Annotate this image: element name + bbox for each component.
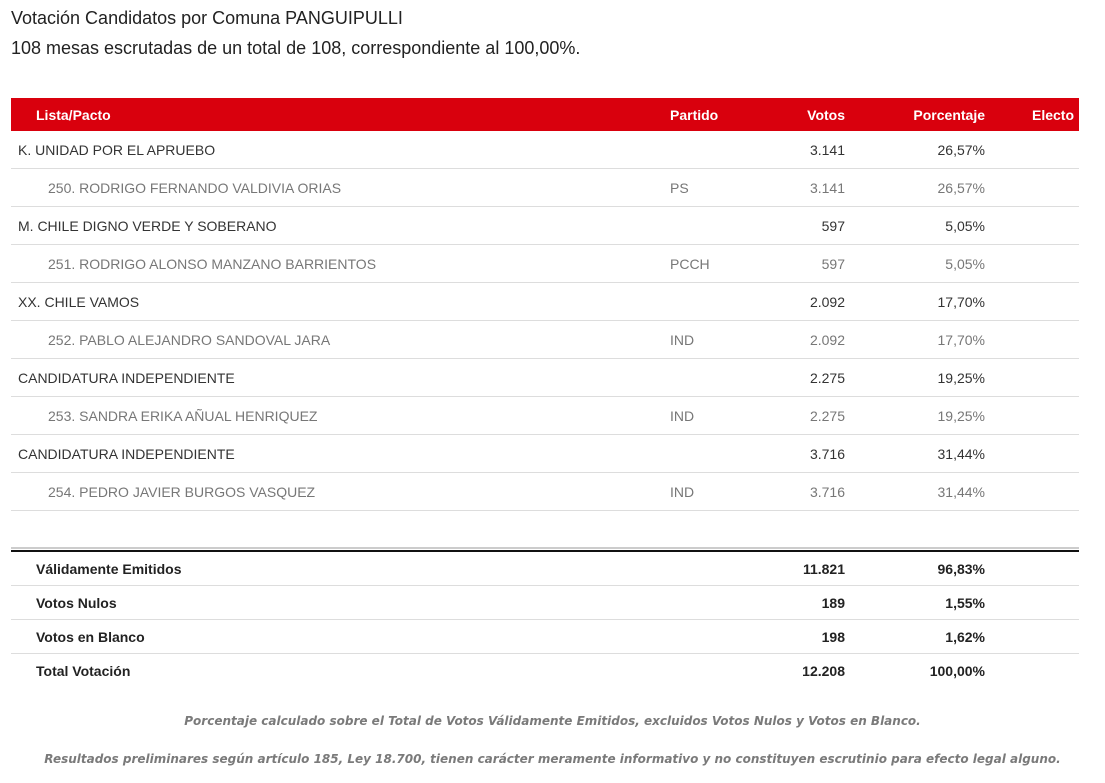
summary-porcentaje: 1,62% — [845, 620, 985, 654]
summary-row-blancos — [11, 620, 1079, 654]
votos-cell: 3.716 — [763, 435, 845, 473]
partido-cell: IND — [663, 321, 763, 359]
summary-table — [11, 550, 1079, 687]
legal-disclaimer: Resultados preliminares según artículo 185, Ley 18.700, tienen carácter meramente informativo y no constituyen escrutinio para efecto legal alguno. — [44, 752, 1061, 766]
page-header — [11, 8, 1091, 58]
table-row-pacto — [11, 207, 1079, 245]
votos-cell: 3.141 — [763, 169, 845, 207]
votos-cell: 597 — [763, 245, 845, 283]
partido-cell: PS — [663, 169, 763, 207]
table-row-pacto — [11, 283, 1079, 321]
summary-votos: 12.208 — [802, 662, 845, 679]
page-title: Votación Candidatos por Comuna PANGUIPULLI — [11, 8, 403, 28]
table-row-pacto — [11, 359, 1079, 397]
results-table — [11, 98, 1079, 549]
candidate-cell: 250. RODRIGO FERNANDO VALDIVIA ORIAS — [11, 169, 663, 207]
porcentaje-cell: 17,70% — [845, 283, 985, 321]
candidate-cell: 251. RODRIGO ALONSO MANZANO BARRIENTOS — [11, 245, 663, 283]
lista-cell: M. CHILE DIGNO VERDE Y SOBERANO — [11, 207, 663, 245]
votos-cell: 3.141 — [763, 131, 845, 169]
porcentaje-cell: 5,05% — [845, 245, 985, 283]
summary-votos: 198 — [763, 620, 845, 654]
partido-cell — [663, 359, 763, 397]
lista-cell: CANDIDATURA INDEPENDIENTE — [11, 435, 663, 473]
votos-cell: 2.275 — [763, 397, 845, 435]
partido-cell — [663, 207, 763, 245]
candidate-cell: 253. SANDRA ERIKA AÑUAL HENRIQUEZ — [11, 397, 663, 435]
table-row-candidate — [11, 169, 1079, 207]
summary-votos: 189 — [763, 586, 845, 620]
electo-cell — [985, 321, 1079, 359]
porcentaje-cell: 26,57% — [845, 131, 985, 169]
summary-porcentaje: 100,00% — [929, 662, 985, 679]
electo-cell — [985, 473, 1079, 511]
porcentaje-cell: 19,25% — [845, 359, 985, 397]
votos-cell: 2.092 — [763, 321, 845, 359]
column-header-porcentaje[interactable]: Porcentaje — [845, 98, 985, 131]
table-row-candidate — [11, 397, 1079, 435]
votos-cell: 3.716 — [763, 473, 845, 511]
porcentaje-cell: 17,70% — [845, 321, 985, 359]
electo-cell — [985, 245, 1079, 283]
summary-label: Total Votación — [36, 662, 131, 679]
partido-cell — [663, 131, 763, 169]
electo-cell — [985, 169, 1079, 207]
porcentaje-cell: 5,05% — [845, 207, 985, 245]
column-header-votos[interactable]: Votos — [763, 98, 845, 131]
partido-cell — [663, 435, 763, 473]
porcentaje-cell: 26,57% — [845, 169, 985, 207]
partido-cell: PCCH — [663, 245, 763, 283]
summary-votos: 11.821 — [763, 551, 845, 586]
partido-cell: IND — [663, 473, 763, 511]
summary-porcentaje: 1,55% — [845, 586, 985, 620]
summary-row-total — [11, 654, 1079, 688]
votos-cell: 2.092 — [763, 283, 845, 321]
lista-cell: CANDIDATURA INDEPENDIENTE — [11, 359, 663, 397]
electo-cell — [985, 397, 1079, 435]
percentage-note: Porcentaje calculado sobre el Total de Votos Válidamente Emitidos, excluidos Votos Nulos y Votos en Blanco. — [184, 714, 921, 728]
results-header-row — [11, 98, 1079, 131]
summary-porcentaje: 96,83% — [845, 551, 985, 586]
electo-cell — [985, 435, 1079, 473]
porcentaje-cell: 19,25% — [845, 397, 985, 435]
lista-cell: K. UNIDAD POR EL APRUEBO — [11, 131, 663, 169]
electo-cell — [985, 207, 1079, 245]
column-header-electo[interactable]: Electo — [985, 98, 1079, 131]
porcentaje-cell: 31,44% — [845, 473, 985, 511]
table-row-candidate — [11, 473, 1079, 511]
votos-cell: 597 — [763, 207, 845, 245]
partido-cell — [663, 283, 763, 321]
votos-cell: 2.275 — [763, 359, 845, 397]
lista-cell: XX. CHILE VAMOS — [11, 283, 663, 321]
page-subtitle: 108 mesas escrutadas de un total de 108, correspondiente al 100,00%. — [11, 38, 581, 58]
summary-label: Válidamente Emitidos — [11, 551, 663, 586]
candidate-cell: 254. PEDRO JAVIER BURGOS VASQUEZ — [11, 473, 663, 511]
summary-row-nulos — [11, 586, 1079, 620]
column-header-partido[interactable]: Partido — [663, 98, 763, 131]
column-header-lista[interactable]: Lista/Pacto — [11, 98, 663, 131]
candidate-cell: 252. PABLO ALEJANDRO SANDOVAL JARA — [11, 321, 663, 359]
summary-row-validos — [11, 551, 1079, 586]
table-row-candidate — [11, 245, 1079, 283]
partido-cell: IND — [663, 397, 763, 435]
electo-cell — [985, 283, 1079, 321]
table-spacer-row — [11, 511, 1079, 549]
table-row-candidate — [11, 321, 1079, 359]
table-row-pacto — [11, 131, 1079, 169]
table-row-pacto — [11, 435, 1079, 473]
summary-label: Votos Nulos — [11, 586, 663, 620]
summary-label: Votos en Blanco — [11, 620, 663, 654]
electo-cell — [985, 131, 1079, 169]
electo-cell — [985, 359, 1079, 397]
porcentaje-cell: 31,44% — [845, 435, 985, 473]
